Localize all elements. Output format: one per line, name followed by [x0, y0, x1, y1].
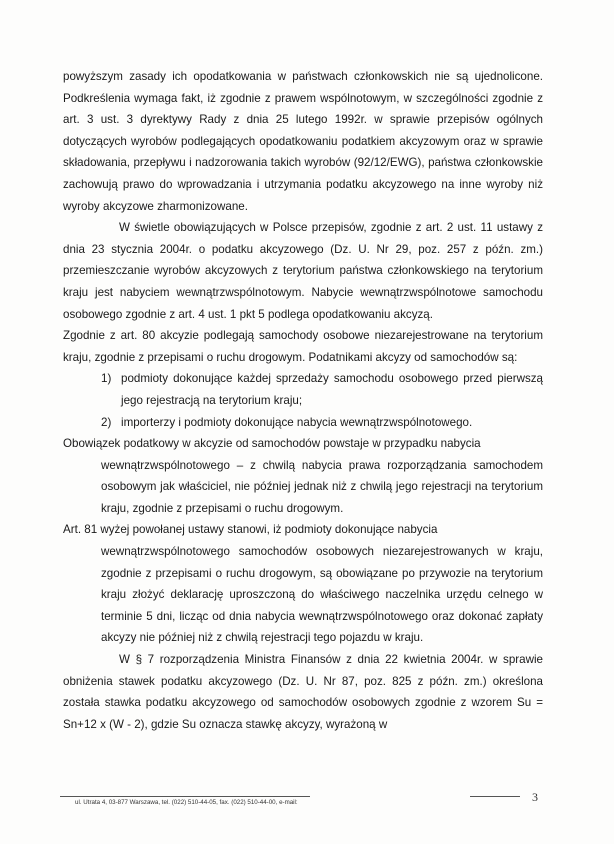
list-item-text: importerzy i podmioty dokonujące nabycia wewnątrzwspólnotowego.	[121, 415, 473, 429]
paragraph-4-first-line: Obowiązek podatkowy w akcyzie od samochodów powstaje w przypadku nabycia	[63, 437, 481, 451]
paragraph-5-first-line: Art. 81 wyżej powołanej ustawy stanowi, iż podmioty dokonujące nabycia	[63, 523, 438, 537]
list-item	[63, 412, 543, 434]
footer-divider-left	[60, 796, 310, 797]
paragraph-1: powyższym zasady ich opodatkowania w państwach członkowskich nie są ujednolicone. Podkreślenia wymaga fakt, iż zgodnie z prawem wspólnotowym, w szczególności zgodnie z art. 3 ust. 3 dyrektywy Rady z dnia 25 lutego 1992r. w sprawie przepisów ogólnych dotyczących wyrobów podlegających opodatkowaniu podatkiem akcyzowym oraz w sprawie składowania, przepływu i nadzorowania takich wyrobów (92/12/EWG), państwa członkowskie zachowują prawo do wprowadzania i utrzymania podatku akcyzowego na inne wyroby niż wyroby akcyzowe zharmonizowane.	[63, 70, 543, 213]
paragraph-5-continuation: wewnątrzwspólnotowego samochodów osobowych niezarejestrowanych w kraju, zgodnie z przepisami o ruchu drogowym, są obowiązane po przywozie na terytorium kraju złożyć deklarację uproszczoną do właściwego naczelnika urzędu celnego w terminie 5 dni, licząc od dnia nabycia wewnątrzwspólnotowego oraz dokonać zapłaty akcyzy nie później niż z chwilą rejestracji tego pojazdu w kraju.	[101, 545, 543, 645]
list-marker: 1)	[101, 372, 112, 386]
list-item	[63, 368, 543, 411]
paragraph-2: W świetle obowiązujących w Polsce przepisów, zgodnie z art. 2 ust. 11 ustawy z dnia 23 stycznia 2004r. o podatku akcyzowego (Dz. U. Nr 29, poz. 257 z późn. zm.) przemieszczanie wyrobów akcyzowych z terytorium państwa członkowskiego na terytorium kraju jest nabyciem wewnątrzwspólnotowym. Nabycie wewnątrzwspólnotowe samochodu osobowego zgodnie z art. 4 ust. 1 pkt 5 podlega opodatkowaniu akcyzą.	[63, 221, 543, 321]
paragraph-3: Zgodnie z art. 80 akcyzie podlegają samochody osobowe niezarejestrowane na terytorium kraju, zgodnie z przepisami o ruchu drogowym. Podatnikami akcyzy od samochodów są:	[63, 329, 543, 364]
list-item-text: podmioty dokonujące każdej sprzedaży samochodu osobowego przed pierwszą jego rejestracją na terytorium kraju;	[121, 372, 543, 407]
paragraph-6: W § 7 rozporządzenia Ministra Finansów z dnia 22 kwietnia 2004r. w sprawie obniżenia stawek podatku akcyzowego (Dz. U. Nr 87, poz. 825 z późn. zm.) określona została stawka podatku akcyzowego od samochodów osobowych zgodnie z wzorem Su = Sn+12 x (W - 2), gdzie Su oznacza stawkę akcyzy, wyrażoną w	[63, 653, 543, 731]
paragraph-4-continuation: wewnątrzwspólnotowego – z chwilą nabycia prawa rozporządzania samochodem osobowym jak właściciel, nie później jednak niż z chwilą jego rejestracji na terytorium kraju, zgodnie z przepisami o ruchu drogowym.	[101, 458, 543, 515]
footer-address: ul. Utrata 4, 03-877 Warszawa, tel. (022) 510-44-05, fax. (022) 510-44-00, e-mail:	[75, 799, 298, 806]
list-marker: 2)	[101, 415, 112, 429]
document-body	[63, 66, 543, 735]
page-number: 3	[532, 790, 538, 804]
footer-divider-right	[470, 796, 520, 797]
taxpayer-list	[63, 368, 543, 433]
